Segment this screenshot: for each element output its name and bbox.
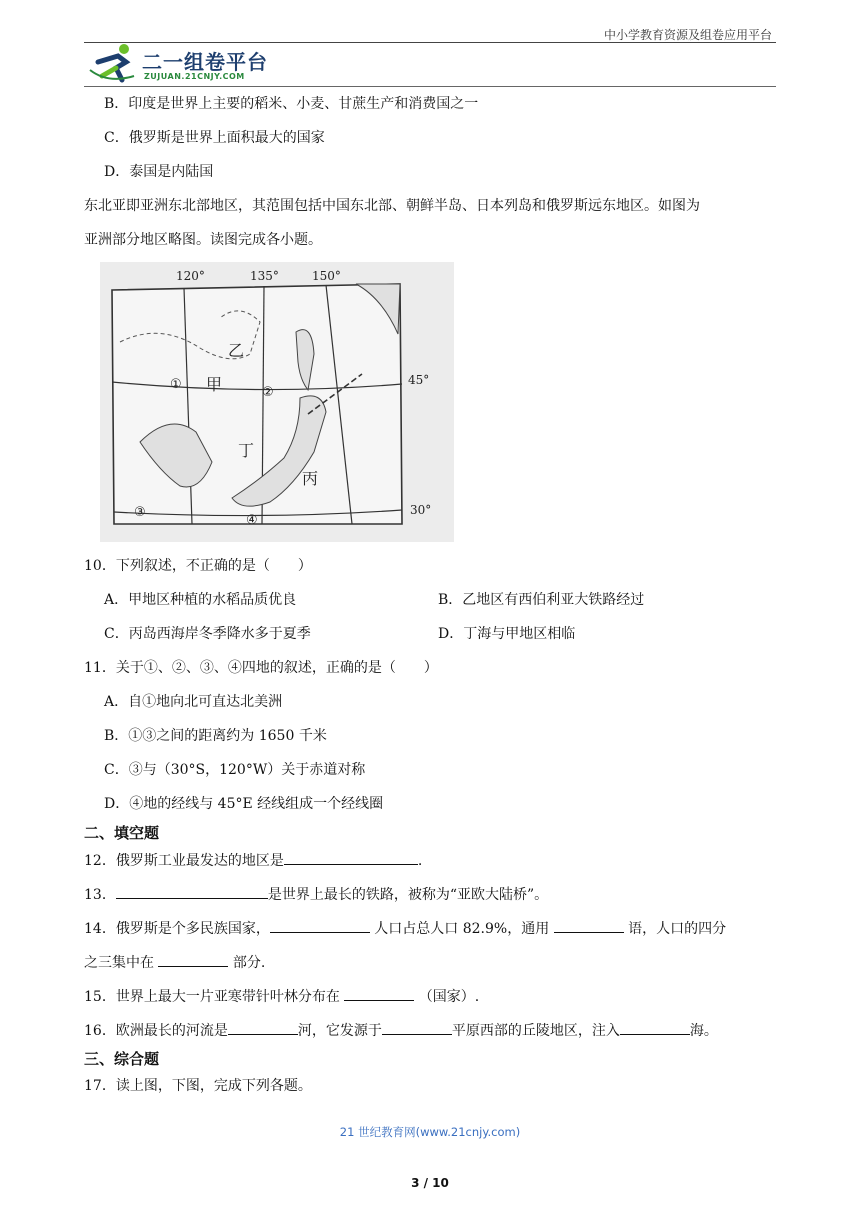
q16-text-a: 16．欧洲最长的河流是 [84, 1023, 228, 1039]
region-label-yi: 乙 [228, 341, 245, 360]
q11-stem: 11．关于①、②、③、④四地的叙述，正确的是（ ） [84, 660, 438, 676]
lon-label-135: 135° [250, 269, 279, 283]
asia-map-figure [100, 262, 454, 542]
q15-blank[interactable] [344, 986, 414, 1001]
region-label-bing: 丙 [302, 469, 319, 488]
lon-label-150: 150° [312, 269, 341, 283]
q13 [84, 884, 548, 905]
q11-option-a: A．自①地向北可直达北美洲 [104, 694, 283, 710]
q17-stem: 17．读上图，下图，完成下列各题。 [84, 1078, 312, 1094]
header-platform-text: 中小学教育资源及组卷应用平台 [603, 28, 772, 42]
q16 [84, 1020, 718, 1041]
section-comprehensive-title: 三、综合题 [84, 1050, 160, 1068]
q16-blank-2[interactable] [382, 1020, 452, 1035]
q16-blank-1[interactable] [228, 1020, 298, 1035]
passage-line-2: 亚洲部分地区略图。读图完成各小题。 [84, 232, 322, 248]
q14-blank-2[interactable] [554, 918, 624, 933]
page-number: 3 / 10 [411, 1176, 449, 1190]
q15-end: （国家）. [414, 989, 480, 1005]
q14-blank-3[interactable] [158, 952, 228, 967]
point-label-4: ④ [246, 513, 258, 528]
q12-end: . [417, 853, 423, 869]
region-label-ding: 丁 [238, 441, 255, 460]
q16-text-b: 河，它发源于 [297, 1023, 382, 1039]
q13-text: 是世界上最长的铁路，被称为“亚欧大陆桥”。 [267, 887, 549, 903]
q14-blank-1[interactable] [270, 918, 370, 933]
q11-option-d: D．④地的经线与 45°E 经线组成一个经线圈 [104, 796, 384, 812]
point-label-3: ③ [134, 505, 146, 520]
logo-subtitle: ZUJUAN.21CNJY.COM [144, 72, 245, 81]
q14-line-2 [84, 952, 265, 973]
q10-option-d: D．丁海与甲地区相临 [438, 626, 576, 642]
q10-option-a: A．甲地区种植的水稻品质优良 [104, 592, 297, 608]
lat-label-45: 45° [408, 373, 430, 387]
q14-text-a: 14．俄罗斯是个多民族国家， [84, 921, 270, 937]
q12-text: 12．俄罗斯工业最发达的地区是 [84, 853, 284, 869]
q13-number: 13． [84, 887, 116, 903]
q14-line-1 [84, 918, 726, 939]
q16-text-d: 海。 [689, 1023, 718, 1039]
q11-option-b: B．①③之间的距离约为 1650 千米 [104, 728, 327, 744]
q9-option-b: B．印度是世界上主要的稻米、小麦、甘蔗生产和消费国之一 [104, 96, 479, 112]
q14-text-d: 之三集中在 [84, 955, 159, 971]
q11-option-c: C．③与（30°S，120°W）关于赤道对称 [104, 762, 366, 778]
section-fill-blank-title: 二、填空题 [84, 824, 160, 842]
point-label-2: ② [262, 385, 274, 400]
q9-option-c: C．俄罗斯是世界上面积最大的国家 [104, 130, 325, 146]
q16-text-c: 平原西部的丘陵地区，注入 [451, 1023, 620, 1039]
logo-title: 二一组卷平台 [142, 50, 268, 74]
q10-option-b: B．乙地区有西伯利亚大铁路经过 [438, 592, 645, 608]
q14-text-e: 部分. [228, 955, 266, 971]
q14-text-b: 人口占总人口 82.9%，通用 [369, 921, 554, 937]
q10-option-c: C．丙岛西海岸冬季降水多于夏季 [104, 626, 311, 642]
q15-text: 15．世界上最大一片亚寒带针叶林分布在 [84, 989, 345, 1005]
lon-label-120: 120° [176, 269, 205, 283]
q9-option-d: D．泰国是内陆国 [104, 164, 214, 180]
q14-text-c: 语，人口的四分 [623, 921, 727, 937]
region-label-jia: 甲 [206, 375, 223, 394]
site-logo [88, 40, 278, 84]
q16-blank-3[interactable] [620, 1020, 690, 1035]
point-label-1: ① [170, 377, 182, 392]
q10-stem: 10．下列叙述，不正确的是（ ） [84, 558, 312, 574]
lat-label-30: 30° [410, 503, 432, 517]
q15 [84, 986, 479, 1007]
q13-blank[interactable] [116, 884, 268, 899]
header-bottom-divider [84, 86, 776, 87]
q12-blank[interactable] [284, 850, 418, 865]
passage-line-1: 东北亚即亚洲东北部地区，其范围包括中国东北部、朝鲜半岛、日本列岛和俄罗斯远东地区。如图为 [84, 198, 700, 214]
runner-logo-icon [88, 40, 140, 84]
footer-link[interactable]: 21 世纪教育网(www.21cnjy.com) [339, 1125, 521, 1139]
q12 [84, 850, 422, 871]
